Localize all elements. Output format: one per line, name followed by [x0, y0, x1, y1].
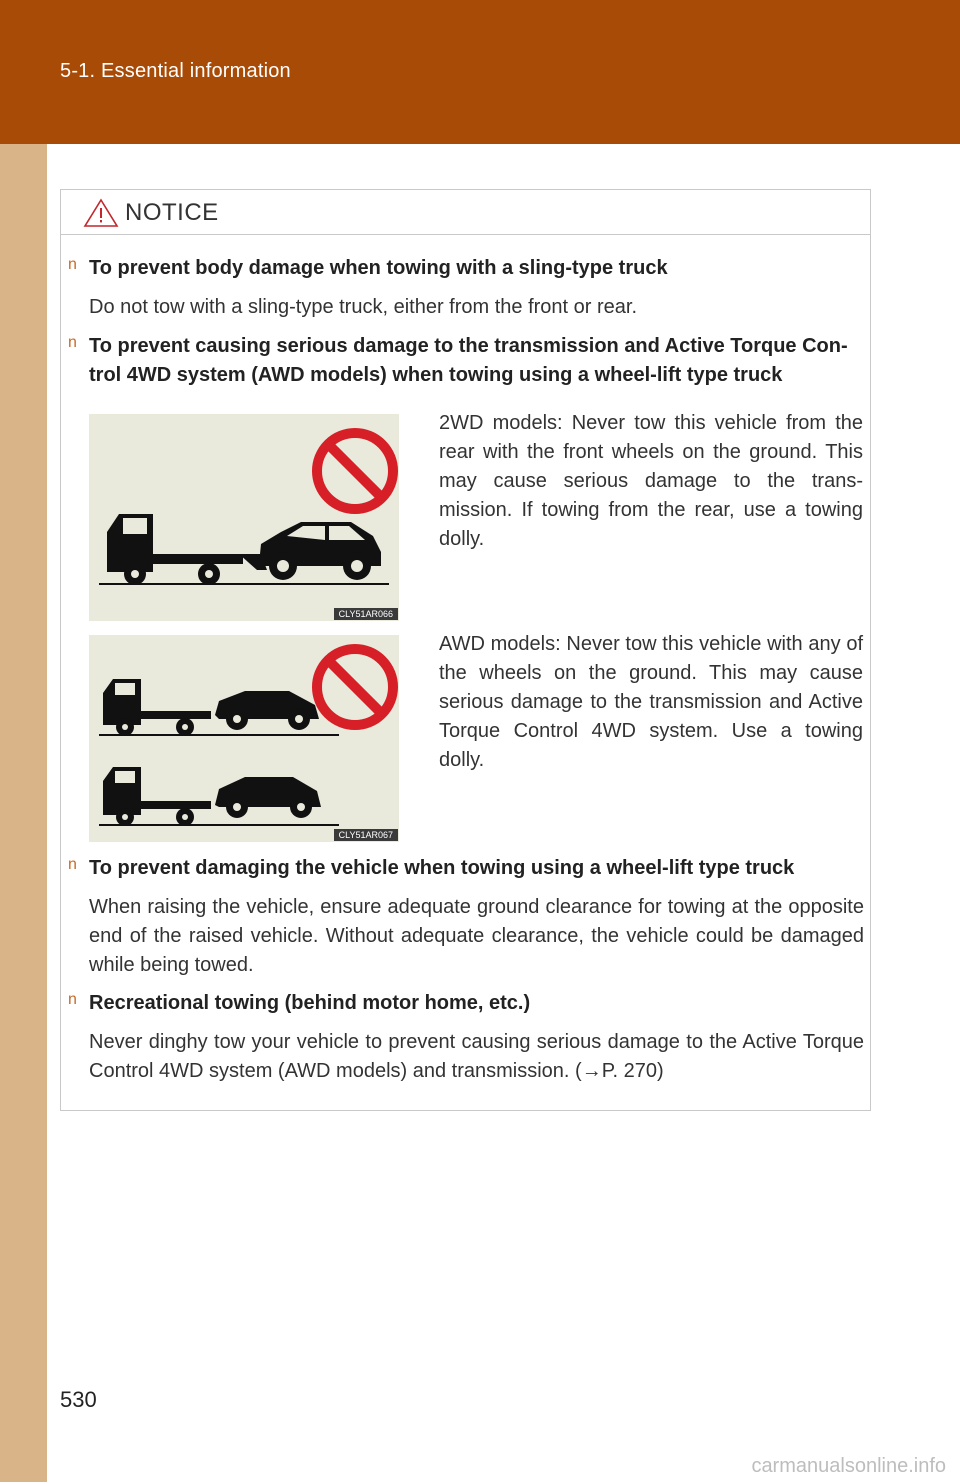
item-body: Never dinghy tow your vehicle to prevent causing serious damage to the Active Torque Control 4WD system (AWD models) and transmission. (→P. 270): [89, 1031, 864, 1082]
figure-caption-2wd: 2WD models: Never tow this vehicle from the rear with the front wheels on the ground. This may cause serious damage to the trans-mission. If towing from the rear, use a towing dolly.: [439, 412, 863, 550]
figure-code: CLY51AR066: [334, 608, 398, 620]
figure-awd-towing: [89, 635, 399, 842]
notice-box: [60, 189, 871, 1111]
item-heading: To prevent damaging the vehicle when towing using a wheel-lift type truck: [89, 857, 795, 879]
warning-triangle-icon: [83, 198, 119, 228]
item-heading: Recreational towing (behind motor home, etc.): [89, 992, 531, 1014]
bullet-icon: n: [68, 256, 77, 273]
side-strip: [0, 144, 47, 1482]
item-body: Do not tow with a sling-type truck, either from the front or rear.: [89, 296, 638, 318]
notice-header: [61, 190, 870, 235]
item-body: When raising the vehicle, ensure adequate ground clearance for towing at the opposite end of the raised vehicle. Without adequate clearance, the vehicle could be damaged while being towed.: [89, 896, 864, 976]
towing-2wd-illustration: [89, 414, 399, 621]
figure-caption-awd: AWD models: Never tow this vehicle with any of the wheels on the ground. This may cause serious damage to the transmission and Active Torque Control 4WD system. Use a towing dolly.: [439, 633, 863, 771]
bullet-icon: n: [68, 334, 77, 351]
header-bar: [0, 0, 960, 144]
notice-item-sling: [68, 254, 864, 322]
notice-item-recreational: [68, 989, 864, 1086]
figure-code: CLY51AR067: [334, 829, 398, 841]
bullet-icon: n: [68, 991, 77, 1008]
item-heading: To prevent causing serious damage to the transmission and Active Torque Con-trol 4WD system (AWD models) when towing using a wheel-lift type truck: [89, 335, 848, 386]
item-heading: To prevent body damage when towing with a sling-type truck: [89, 257, 668, 279]
section-title: 5-1. Essential information: [60, 60, 291, 82]
watermark: carmanualsonline.info: [751, 1455, 946, 1477]
page-number: 530: [60, 1387, 97, 1412]
notice-title: NOTICE: [125, 199, 219, 226]
towing-awd-illustration: [89, 635, 399, 842]
notice-item-wheel-lift: [68, 332, 864, 842]
figure-2wd-towing: [89, 414, 399, 621]
notice-item-ground-clearance: [68, 854, 864, 980]
bullet-icon: n: [68, 856, 77, 873]
